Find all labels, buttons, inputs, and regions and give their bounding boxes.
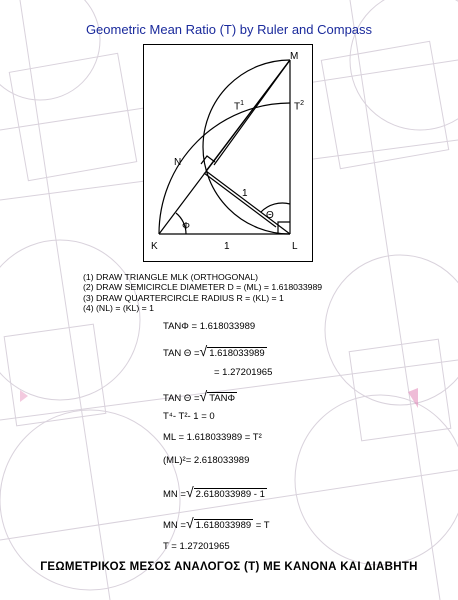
kl-length-label: 1	[224, 241, 230, 252]
eq-mn-second: MN =√ 1.618033989 = T	[163, 515, 270, 531]
t2-label: $T^2$	[294, 100, 305, 113]
step-item: (4) (NL) = (KL) = 1	[83, 302, 154, 313]
point-l-label: L	[292, 241, 298, 252]
construction-steps	[83, 272, 322, 313]
step-item: (1) DRAW TRIANGLE MLK (ORTHOGONAL)	[83, 272, 259, 282]
eq-quartic: T⁴- T²- 1 = 0	[163, 411, 215, 422]
angle-phi-label: Φ	[182, 221, 190, 232]
t1-label: $T^1$	[234, 100, 245, 113]
construction-diagram	[144, 45, 311, 260]
eq-tan-theta-root: TAN Θ =√ TANΦ	[163, 388, 236, 404]
greek-caption: ΓΕΩΜΕΤΡΙΚΟΣ ΜΕΣΟΣ ΑΝΑΛΟΓΟΣ (Τ) ΜΕ ΚΑΝΟΝΑ ΚΑΙ ΔΙΑΒΗΤΗ	[40, 561, 418, 573]
eq-tan-phi: TANΦ = 1.618033989	[163, 321, 256, 332]
step-item: (3) DRAW QUARTERCIRCLE RADIUS R = (KL) = 1	[83, 292, 284, 303]
eq-ml-squared: (ML)²= 2.618033989	[163, 455, 250, 466]
eq-tan-theta: TAN Θ =√ 1.618033989	[163, 343, 265, 359]
eq-mn-first: MN =√ 2.618033989 - 1	[163, 484, 265, 500]
semicircle-arc	[203, 60, 290, 234]
point-k-label: K	[151, 241, 158, 252]
construction-figure	[143, 44, 313, 262]
eq-t-value: T = 1.27201965	[163, 541, 230, 552]
page-title: Geometric Mean Ratio (T) by Ruler and Compass	[85, 22, 373, 37]
angle-theta-label: Θ	[266, 210, 274, 221]
eq-tan-theta-value: = 1.27201965	[214, 367, 273, 378]
nl-length-label: 1	[242, 188, 248, 199]
step-item: (2) DRAW SEMICIRCLE DIAMETER D = (ML) = 1.618033989	[83, 282, 323, 293]
point-n-label: N	[174, 157, 182, 168]
eq-ml: ML = 1.618033989 = T²	[163, 432, 262, 443]
point-m-label: M	[290, 51, 299, 62]
